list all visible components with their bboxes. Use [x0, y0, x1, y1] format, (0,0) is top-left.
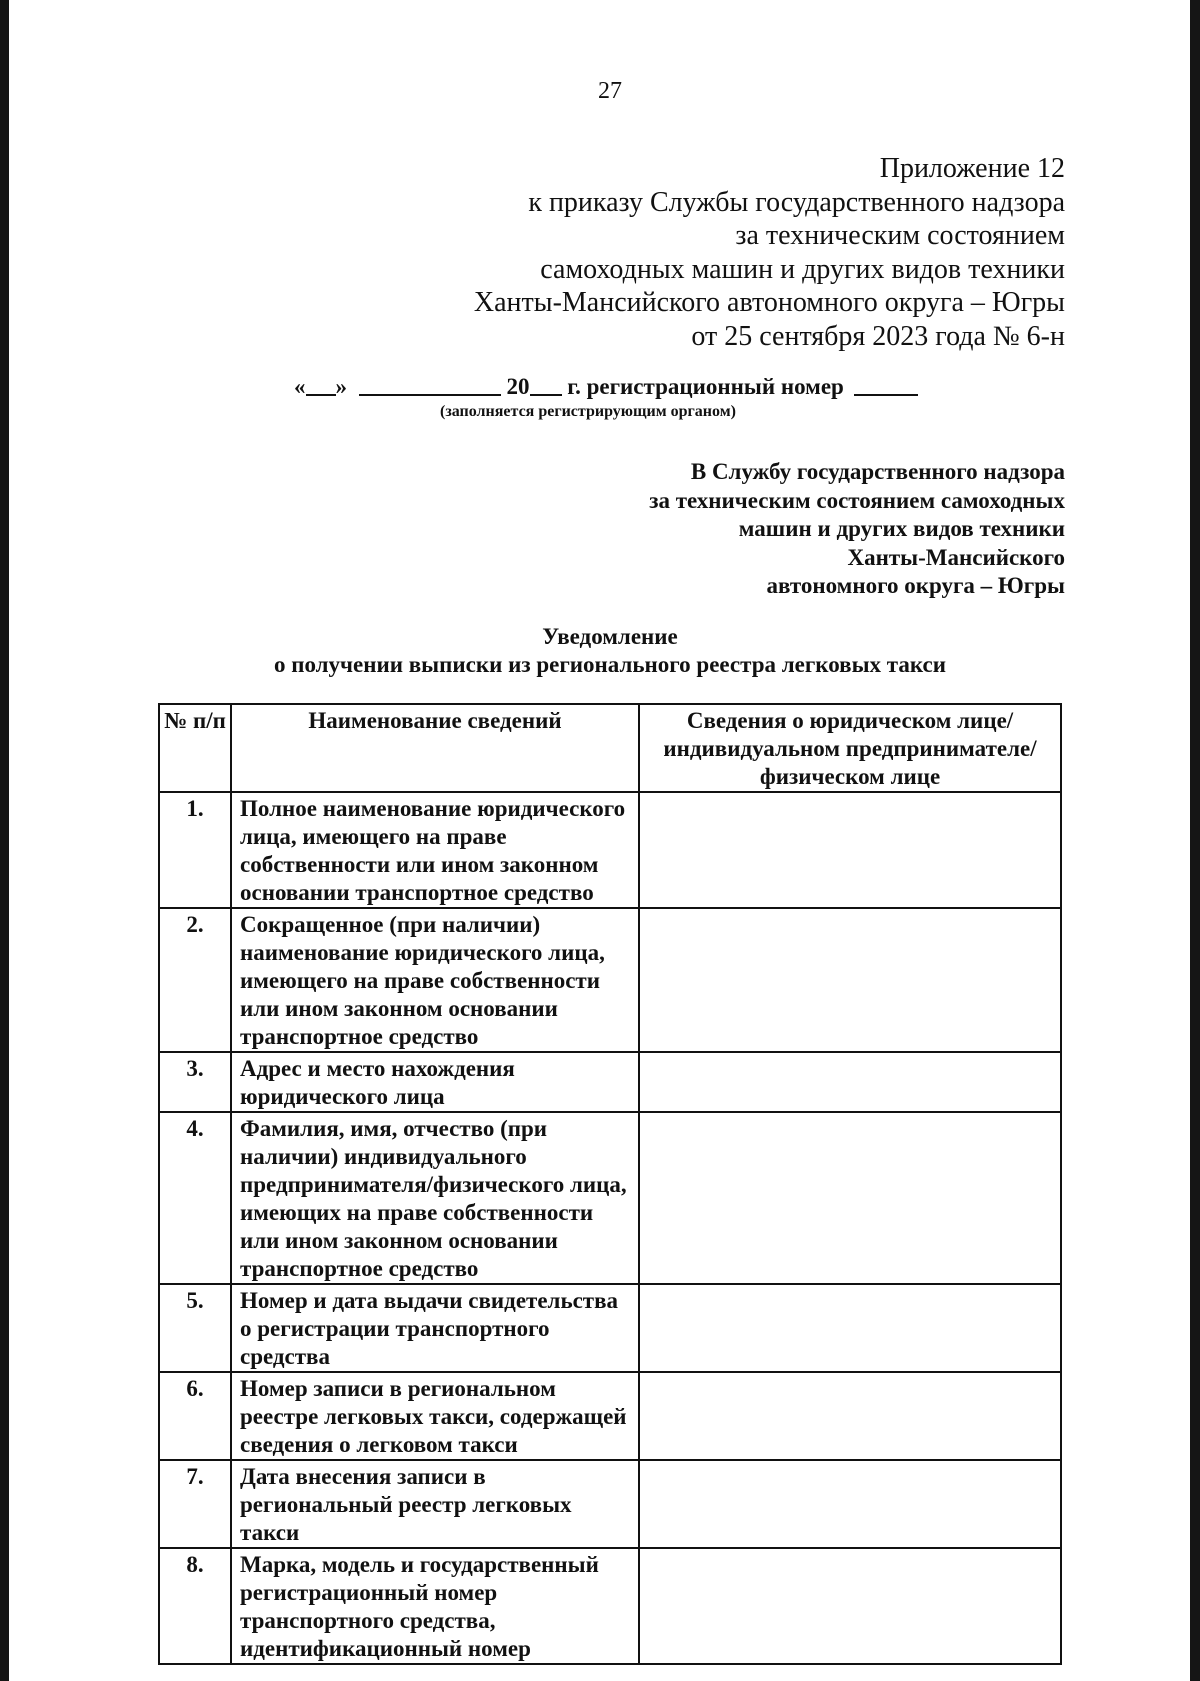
row-name: Сокращенное (при наличии) наименование юридического лица, имеющего на праве собственности или ином законном основании транспортное средство — [231, 908, 639, 1052]
header-number: № п/п — [159, 704, 231, 792]
row-value-cell[interactable] — [639, 1284, 1061, 1372]
appendix-line: от 25 сентября 2023 года № 6-н — [691, 320, 1065, 352]
table-row — [159, 1052, 1061, 1112]
table-row — [159, 908, 1061, 1052]
month-blank[interactable] — [359, 372, 501, 396]
row-name: Номер и дата выдачи свидетельства о регистрации транспортного средства — [231, 1284, 639, 1372]
row-name: Номер записи в региональном реестре легковых такси, содержащей сведения о легковом такси — [231, 1372, 639, 1460]
appendix-header — [474, 152, 1065, 353]
table-row — [159, 1372, 1061, 1460]
appendix-line: за техническим состоянием — [735, 220, 1065, 251]
document-title: Уведомление — [542, 624, 678, 649]
registration-number-blank[interactable] — [854, 372, 918, 396]
row-value-cell[interactable] — [639, 1112, 1061, 1284]
header-info: Сведения о юридическом лице/ индивидуальном предпринимателе/ физическом лице — [639, 704, 1061, 792]
row-number: 6. — [159, 1372, 231, 1460]
open-quote: « — [294, 374, 306, 399]
row-value-cell[interactable] — [639, 1052, 1061, 1112]
addressee-line: В Службу государственного надзора — [690, 459, 1065, 484]
appendix-line: самоходных машин и других видов техники — [540, 253, 1065, 285]
document-subtitle: о получении выписки из регионального реестра легковых такси — [273, 652, 947, 677]
appendix-line: Приложение 12 — [879, 153, 1065, 184]
registration-note: (заполняется регистрирующим органом) — [440, 403, 736, 420]
row-number: 1. — [159, 792, 231, 908]
table-row — [159, 792, 1061, 908]
row-number: 2. — [159, 908, 231, 1052]
addressee-block — [649, 458, 1065, 601]
scan-left-edge — [0, 0, 9, 1681]
header-name: Наименование сведений — [231, 704, 639, 792]
row-value-cell[interactable] — [639, 1460, 1061, 1548]
row-value-cell[interactable] — [639, 1372, 1061, 1460]
addressee-line: Ханты-Мансийского — [847, 544, 1065, 570]
scan-right-edge — [1190, 0, 1200, 1681]
row-number: 4. — [159, 1112, 231, 1284]
table-row — [159, 1460, 1061, 1548]
year-prefix: 20 — [506, 374, 530, 399]
addressee-line: за техническим состоянием самоходных — [649, 487, 1065, 513]
table-row — [159, 1112, 1061, 1284]
row-name: Фамилия, имя, отчество (при наличии) индивидуального предпринимателя/физического лица, имеющих на праве собственности или ином законном основании транспортное средство — [231, 1112, 639, 1284]
table-header-row — [159, 704, 1061, 792]
row-name: Полное наименование юридического лица, имеющего на праве собственности или ином законном основании транспортное средство — [231, 792, 639, 908]
row-name: Адрес и место нахождения юридического лица — [231, 1052, 639, 1112]
registration-number-label: г. регистрационный номер — [567, 374, 844, 399]
information-table — [158, 703, 1062, 1665]
close-quote: » — [335, 374, 347, 399]
row-value-cell[interactable] — [639, 792, 1061, 908]
row-number: 5. — [159, 1284, 231, 1372]
row-value-cell[interactable] — [639, 908, 1061, 1052]
row-name: Марка, модель и государственный регистрационный номер транспортного средства, идентификационный номер — [231, 1548, 639, 1664]
row-number: 3. — [159, 1052, 231, 1112]
table-row — [159, 1284, 1061, 1372]
appendix-line: к приказу Службы государственного надзора — [528, 186, 1065, 218]
addressee-line: машин и других видов техники — [738, 516, 1065, 541]
row-name: Дата внесения записи в региональный реестр легковых такси — [231, 1460, 639, 1548]
row-number: 7. — [159, 1460, 231, 1548]
page-number: 27 — [598, 78, 622, 104]
row-value-cell[interactable] — [639, 1548, 1061, 1664]
appendix-line: Ханты-Мансийского автономного округа – Югры — [473, 287, 1065, 318]
row-number: 8. — [159, 1548, 231, 1664]
table-row — [159, 1548, 1061, 1664]
addressee-line: автономного округа – Югры — [766, 573, 1065, 598]
year-blank[interactable] — [530, 372, 562, 396]
day-blank[interactable] — [306, 372, 336, 396]
registration-line — [294, 372, 918, 400]
